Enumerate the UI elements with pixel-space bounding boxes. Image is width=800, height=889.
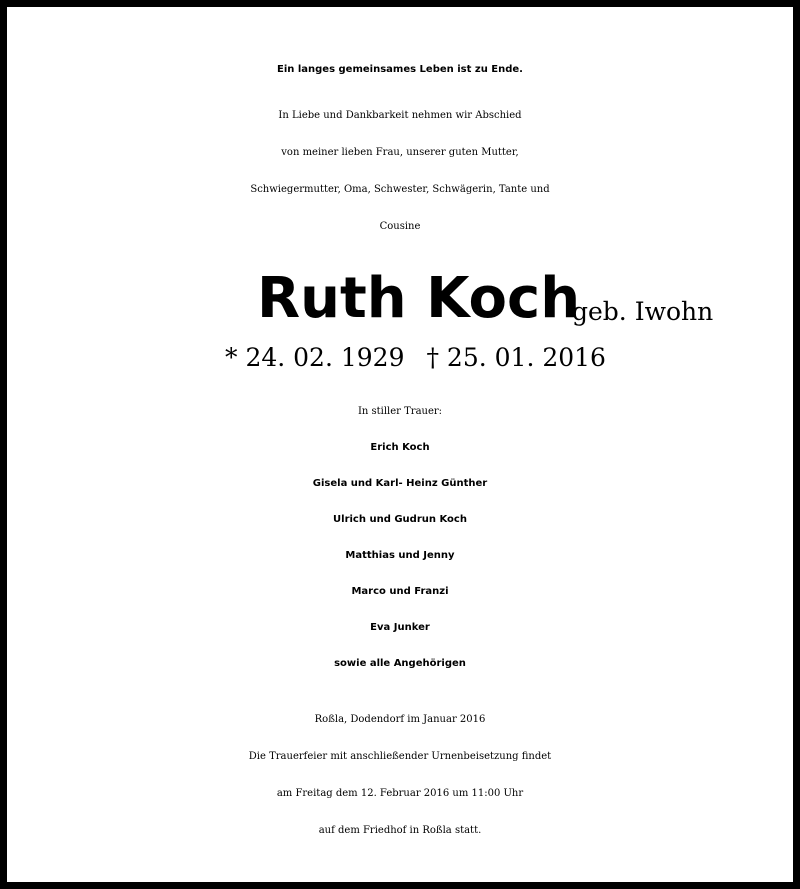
footer-line-4: auf dem Friedhof in Roßla statt. [318,825,482,836]
intro-line-2: von meiner lieben Frau, unserer guten Mutter, [281,147,519,158]
mourner-6: Eva Junker [370,622,430,633]
death-date: † 25. 01. 2016 [426,343,606,372]
intro-line-4: Cousine [379,221,421,232]
mourners-intro: In stiller Trauer: [357,406,443,417]
mourner-4: Matthias und Jenny [345,550,455,561]
intro-line-1: In Liebe und Dankbarkeit nehmen wir Abschied [278,110,522,121]
mourner-7: sowie alle Angehörigen [334,658,466,669]
footer-line-2: Die Trauerfeier mit anschließender Urnenbeisetzung findet [248,751,552,762]
mourner-5: Marco und Franzi [351,586,449,597]
intro-line-3: Schwiegermutter, Oma, Schwester, Schwägerin, Tante und [250,184,550,195]
footer-line-3: am Freitag dem 12. Februar 2016 um 11:00 Uhr [276,788,524,799]
birth-date: * 24. 02. 1929 [225,343,405,372]
headline: Ein langes gemeinsames Leben ist zu Ende. [276,64,523,75]
mourner-1: Erich Koch [370,442,430,453]
mourner-2: Gisela und Karl- Heinz Günther [312,478,488,489]
maiden-name: geb. Iwohn [572,297,714,326]
deceased-name: Ruth Koch [257,266,581,331]
deceased-name-row [7,259,793,339]
mourner-3: Ulrich und Gudrun Koch [333,514,467,525]
footer-line-1: Roßla, Dodendorf im Januar 2016 [314,714,486,725]
life-dates [225,341,606,375]
